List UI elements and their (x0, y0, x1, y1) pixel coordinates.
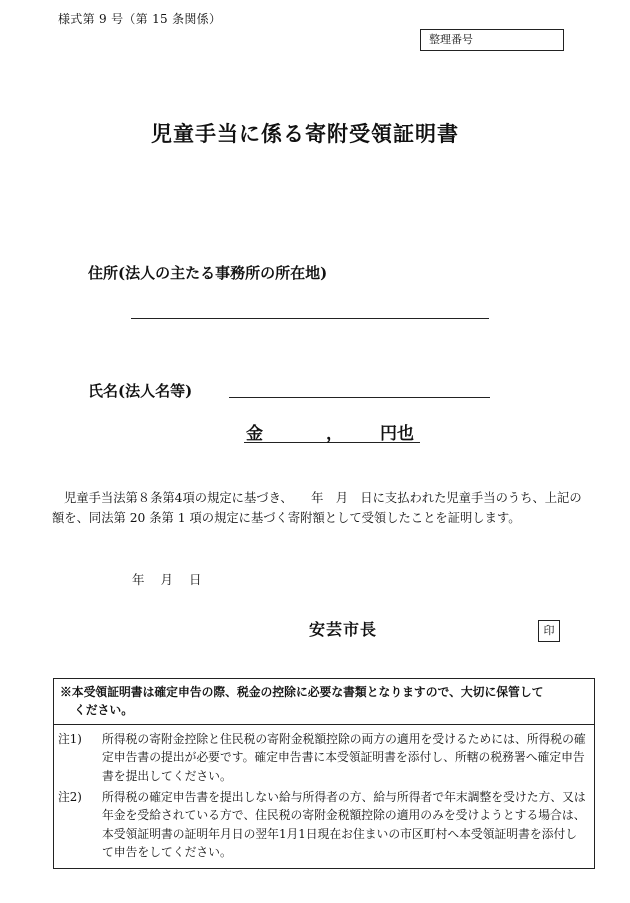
issuer-title: 安芸市長 (309, 620, 378, 639)
note-1-text: 所得税の寄附金控除と住民税の寄附金税額控除の両方の適用を受けるためには、所得税の確定申告書の提出が必要です。確定申告書に本受領証明書を添付し、所轄の税務署へ確定申告書を提出してください。 (102, 732, 586, 783)
note-2-text: 所得税の確定申告書を提出しない給与所得者の方、給与所得者で年末調整を受けた方、又は年金を受給されている方で、住民税の寄附金税額控除の適用のみを受けようとする場合は、本受領証明書の証明年月日の翌年1月1日現在お住まいの市区町村へ本受領証明書を添付して申告をしてください。 (102, 790, 586, 859)
reference-number-box: 整理番号 (420, 29, 564, 51)
note-2-tag: 注2) (58, 790, 82, 804)
form-number: 様式第 9 号（第 15 条関係） (58, 12, 222, 26)
amount-line (244, 418, 420, 443)
name-label: 氏名(法人名等) (88, 382, 193, 400)
note-1-tag: 注1) (58, 732, 82, 746)
name-field-line (229, 397, 490, 398)
amount-suffix: 円也 (380, 424, 414, 444)
amount-prefix: 金 (246, 424, 263, 444)
note-2 (58, 788, 588, 861)
certification-statement: 児童手当法第８条第4項の規定に基づき、 年 月 日に支払われた児童手当のうち、上記の額を、同法第 20 条第 1 項の規定に基づく寄附額として受領したことを証明します。 (52, 491, 582, 525)
amount-separator: ， (326, 424, 343, 444)
seal-box: 印 (538, 620, 560, 642)
note-1 (58, 730, 588, 785)
notice-main-line2: ください。 (74, 703, 133, 717)
issue-date: 年 月 日 (132, 572, 202, 587)
notice-main-line1: ※本受領証明書は確定申告の際、税金の控除に必要な書類となりますので、大切に保管して (60, 685, 544, 699)
address-field-line (131, 318, 489, 319)
notice-box (53, 678, 595, 869)
notice-main (54, 679, 594, 725)
address-label: 住所(法人の主たる事務所の所在地) (88, 264, 328, 282)
document-title: 児童手当に係る寄附受領証明書 (151, 121, 459, 146)
